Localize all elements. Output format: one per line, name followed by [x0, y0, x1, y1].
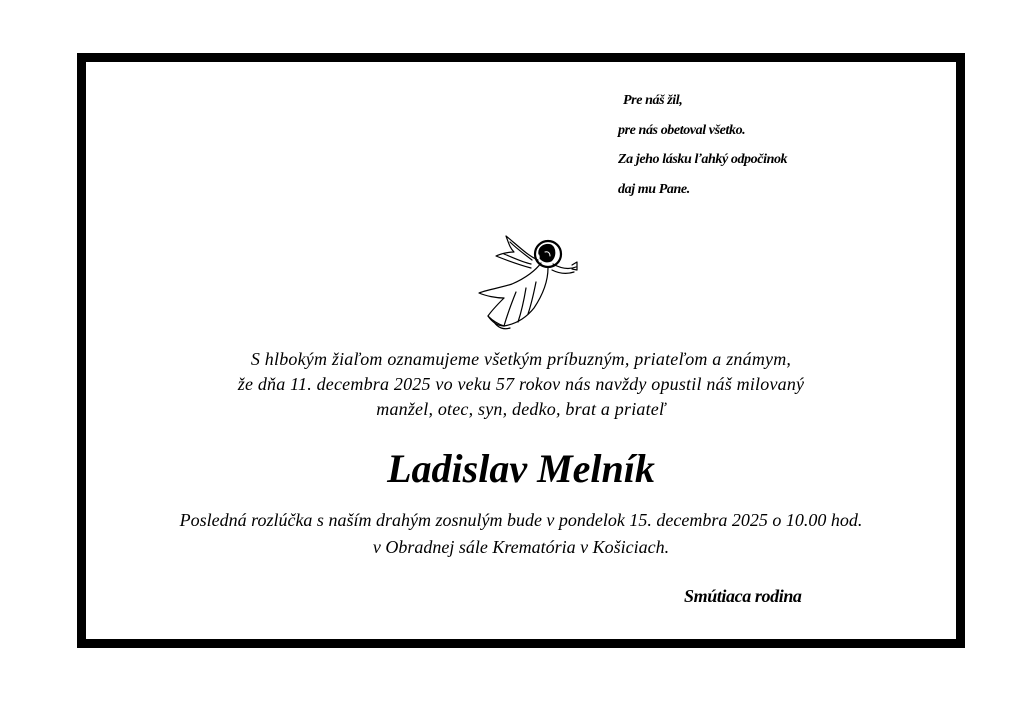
angel-with-halo-icon	[476, 230, 580, 332]
farewell-line: Posledná rozlúčka s naším drahým zosnulým bude v pondelok 15. decembra 2025 o 10.00 hod.	[179, 510, 863, 530]
obituary-card	[77, 53, 965, 648]
announcement-line: manžel, otec, syn, dedko, brat a priateľ	[376, 399, 666, 419]
poem-line: Pre náš žil,	[623, 93, 683, 108]
farewell-details	[86, 507, 956, 561]
announcement-line: že dňa 11. decembra 2025 vo veku 57 rokov nás navždy opustil náš milovaný	[237, 374, 805, 394]
farewell-line: v Obradnej sále Krematória v Košiciach.	[372, 537, 670, 557]
poem-line: pre nás obetoval všetko.	[618, 122, 746, 138]
poem-line: Za jeho lásku ľahký odpočinok	[618, 152, 788, 167]
deceased-name: Ladislav Melník	[387, 446, 655, 491]
poem-line: daj mu Pane.	[618, 181, 690, 197]
memorial-poem	[618, 86, 787, 204]
announcement-text	[86, 347, 956, 422]
family-signature: Smútiaca rodina	[684, 586, 802, 606]
announcement-line: S hlbokým žiaľom oznamujeme všetkým príbuzným, priateľom a známym,	[250, 349, 792, 369]
